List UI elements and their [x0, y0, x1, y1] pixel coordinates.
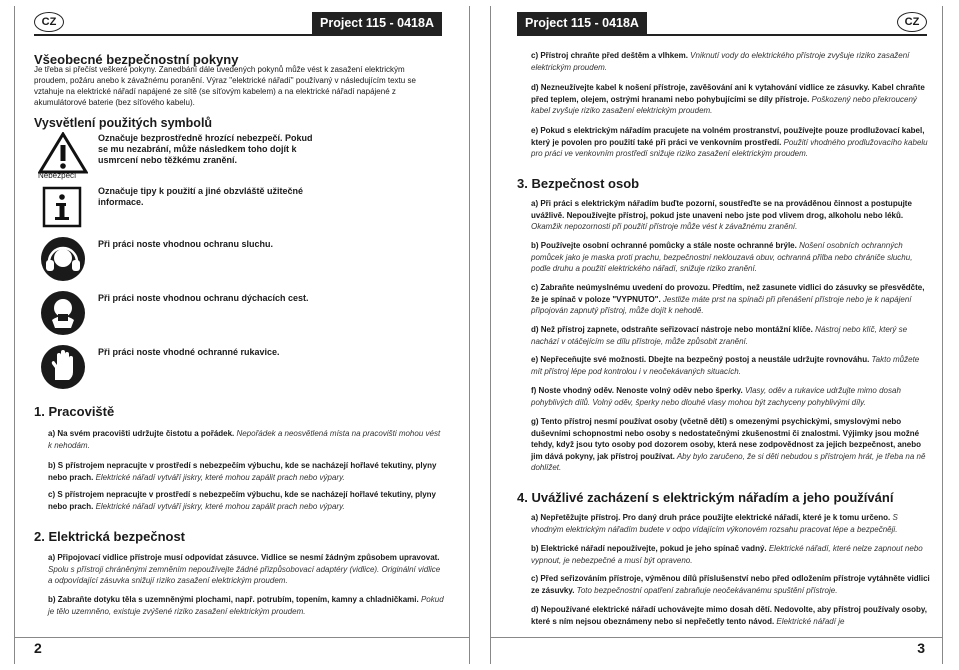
list-item: c) Zabraňte neúmyslnému uvedení do provozu. Předtím, než zasunete vidlici do zásuvky se přesvědčte, že je spínač v poloze "VYPNUTO". Jestliže máte prst na spínači při přenášení přístroje nebo je k napájení připojován zapnutý přístroj, může dojít k nehodě. [531, 283, 925, 315]
warning-description: Označuje bezprostředně hrozící nebezpečí. Pokud se mu nezabrání, může následkem toho dojít k usmrcení nebo těžkému zranění. [98, 133, 313, 165]
header-rule [517, 34, 927, 36]
info-icon [42, 186, 82, 233]
section-3-title: 3. Bezpečnost osob [517, 176, 640, 191]
list-item: c) S přístrojem nepracujte v prostředí s nebezpečím výbuchu, kde se nacházejí hořlavé tekutiny, plyny nebo prach. Elektrické nářadí vytváří jiskry, které mohou zapálit prach nebo výpary. [48, 490, 436, 511]
list-item: e) Pokud s elektrickým nářadím pracujete na volném prostranství, používejte pouze prodlužovací kabel, který je povolen pro použití také při práci ve venkovním prostředí. Použití vhodného prodlužovacího kabelu pro práci ve venkovním prostředí snižuje riziko zasažení elektrickým proudem. [531, 126, 928, 158]
footer-rule [490, 637, 943, 638]
list-item: f) Noste vhodný oděv. Nenoste volný oděv nebo šperky. Vlasy, oděv a rukavice udržujte mimo dosah pohyblivých dílů. Volný oděv, šperky nebo dlouhé vlasy mohou být zachyceny pohyblivými díly. [531, 386, 901, 407]
list-item: b) Zabraňte dotyku těla s uzemněnými plochami, např. potrubím, topením, kamny a chladničkami. Pokud je tělo uzemněno, existuje zvýšené riziko zasažení elektrickým proudem. [48, 595, 444, 616]
footer-rule [14, 637, 470, 638]
header-rule [34, 34, 442, 36]
intro-paragraph: Je třeba si přečíst veškeré pokyny. Zanedbání dále uvedených pokynů může vést k zasažení elektrickým proudem, požáru anebo k závažnému poranění. Výraz "elektrické nářadí" používaný v následujícím textu se vztahuje na elektrické nářadí napájené ze sítě (se síťovým kabelem) a na elektrické nářadí napájené z akumulátorové baterie (bez síťového kabelu). [34, 65, 416, 107]
gloves-description: Při práci noste vhodné ochranné rukavice. [98, 347, 280, 357]
page-number: 3 [917, 640, 925, 656]
list-item: a) Při práci s elektrickým nářadím buďte pozorní, soustřeďte se na prováděnou činnost a postupujte uvážlivě. Nepoužívejte přístroj, pokud jste unaveni nebo jste pod vlivem drog, alkoholu nebo léků. Okamžik nepozornosti při použití přístroje může vést k závažnému zranění. [531, 199, 912, 231]
warning-caption: Nebezpečí [38, 171, 77, 180]
list-item: d) Nepoužívané elektrické nářadí uchovávejte mimo dosah dětí. Nedovolte, aby přístroj používaly osoby, které s ním nejsou obeznámeny nebo si nepřečetly tento návod. Elektrické nářadí je [531, 605, 927, 626]
right-page [484, 0, 959, 670]
list-item: b) S přístrojem nepracujte v prostředí s nebezpečím výbuchu, kde se nacházejí hořlavé tekutiny, plyny nebo prach. Elektrické nářadí vytváří jiskry, které mohou zapálit prach nebo výpary. [48, 461, 437, 482]
project-label: Project 115 - 0418A [517, 12, 647, 34]
symbols-title: Vysvětlení použitých symbolů [34, 116, 213, 130]
section-1-title: 1. Pracoviště [34, 404, 115, 419]
respirator-icon [40, 290, 86, 341]
ear-protection-description: Při práci noste vhodnou ochranu sluchu. [98, 239, 274, 249]
list-item: a) Nepřetěžujte přístroj. Pro daný druh práce použijte elektrické nářadí, které je k tomu určeno. S vhodným elektrickým nářadím budete v odpo vídajícím výkonovém rozsahu pracovat lépe a bezpečněji. [531, 513, 898, 534]
section-title: Všeobecné bezpečnostní pokyny [34, 52, 239, 67]
language-badge: CZ [34, 12, 64, 32]
list-item: b) Elektrické nářadí nepoužívejte, pokud je jeho spínač vadný. Elektrické nářadí, které nelze zapnout nebo vypnout, je nebezpečné a musí být opraveno. [531, 544, 923, 565]
list-item: g) Tento přístroj nesmí používat osoby (včetně dětí) s omezenými psychickými, smyslovými nebo duševními schopnostmi nebo osoby s nedostatečnými zkušenostmi či znalostmi. Výjimky jsou možné tehdy, když jsou tyto osoby pod dozorem osoby, která nese zodpovědnost za jejich bezpečnost, anebo jim dává pokyny, jak přístroj používat. Aby bylo zaručeno, že si děti nebudou s přístrojem hrát, je třeba na ně dohlížet. [531, 417, 926, 472]
section-2-title: 2. Elektrická bezpečnost [34, 529, 186, 544]
list-item: d) Než přístroj zapnete, odstraňte seřizovací nástroje nebo montážní klíče. Nástroj nebo klíč, který se nachází v otáčejícím se dílu přístroje, může způsobit zranění. [531, 325, 908, 346]
ear-protection-icon [40, 236, 86, 287]
gloves-icon [40, 344, 86, 395]
list-item: c) Před seřizováním přístroje, výměnou dílů příslušenství nebo před odložením přístroje vytáhněte vidlici ze zásuvky. Toto bezpečnostní opatření zabraňuje neočekávanému spuštění přístroje. [531, 574, 930, 595]
list-item: d) Nezneužívejte kabel k nošení přístroje, zavěšování ani k vytahování vidlice ze zásuvky. Kabel chraňte před teplem, olejem, ostrými hranami nebo pohybujícími se díly přístroje. Poškozený nebo překroucený kabel zvyšuje riziko zasažení elektrickým proudem. [531, 83, 925, 115]
section-4-title: 4. Uvážlivé zacházení s elektrickým nářadím a jeho používání [517, 490, 894, 505]
list-item: e) Nepřeceňujte své možnosti. Dbejte na bezpečný postoj a neustále udržujte rovnováhu. Takto můžete mít přístroj lépe pod kontrolou i v neočekávaných situacích. [531, 355, 920, 376]
list-item: a) Připojovací vidlice přístroje musí odpovídat zásuvce. Vidlice se nesmí žádným způsobem upravovat. Spolu s přístroji chráněnými zemněním nepoužívejte žádné přizpůsobovací adaptéry (vidlice). Originální vidlice a odpovídající zásuvka snižují riziko zasažení elektrickým proudem. [48, 553, 441, 585]
page-number: 2 [34, 640, 42, 656]
project-label: Project 115 - 0418A [312, 12, 442, 34]
respirator-description: Při práci noste vhodnou ochranu dýchacích cest. [98, 293, 309, 303]
list-item: c) Přístroj chraňte před deštěm a vlhkem. Vniknutí vody do elektrického přístroje zvyšuje riziko zasažení elektrickým proudem. [531, 51, 910, 72]
list-item: b) Používejte osobní ochranné pomůcky a stále noste ochranné brýle. Nošení osobních ochranných pomůcek jako je maska proti prachu, bezpečnostní neklouzavá obuv, ochranná přilba nebo chrániče sluchu, podle druhu a použití elektrického nářadí, snižuje riziko zranění. [531, 241, 913, 273]
left-page [0, 0, 478, 670]
language-badge: CZ [897, 12, 927, 32]
info-description: Označuje tipy k použití a jiné obzvláště užitečné informace. [98, 186, 304, 207]
list-item: a) Na svém pracovišti udržujte čistotu a pořádek. Nepořádek a neosvětlená místa na pracovišti mohou vést k nehodám. [48, 429, 441, 450]
